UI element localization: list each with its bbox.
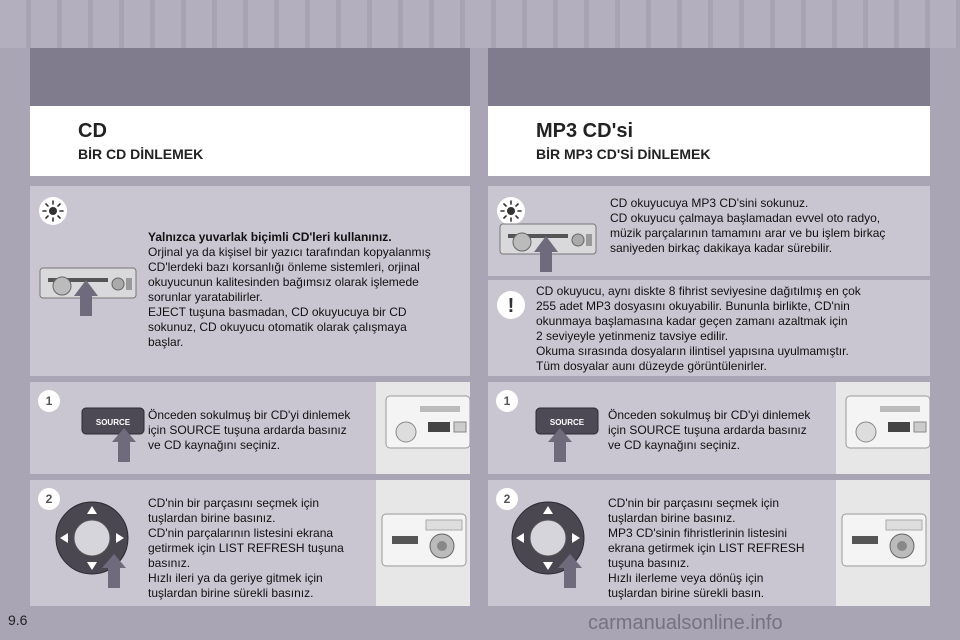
step-line: basınız. <box>148 556 191 570</box>
source-button-label: SOURCE <box>95 418 131 427</box>
right-warning-panel <box>488 280 930 376</box>
right-step1-text <box>608 408 840 453</box>
right-warning-text <box>536 284 926 374</box>
step-line: tuşlardan birine sürekli basınız. <box>148 586 314 600</box>
step-line: MP3 CD'sinin fihristlerinin listesini <box>608 526 788 540</box>
step-line: tuşlardan birine basınız. <box>148 511 276 525</box>
step-line: ekrana getirmek için LIST REFRESH <box>608 541 805 555</box>
warning-line: CD okuyucu, aynı diskte 8 fihrist seviyesine dağıtılmış en çok <box>536 284 861 298</box>
step-line: tuşlardan birine sürekli basın. <box>608 586 765 600</box>
watermark: carmanualsonline.info <box>588 612 783 634</box>
right-info-panel <box>488 186 930 276</box>
left-info-text <box>148 230 464 350</box>
step-line: Hızlı ileri ya da geriye gitmek için <box>148 571 323 585</box>
warning-line: 255 adet MP3 dosyasını okuyabilir. Bununla birlikte, CD'nin <box>536 299 850 313</box>
source-button-label: SOURCE <box>549 418 585 427</box>
info-line: CD okuyucu çalmaya başlamadan evvel oto radyo, <box>610 211 881 225</box>
left-step1-text <box>148 408 382 453</box>
warning-icon <box>496 290 526 325</box>
right-info-text <box>610 196 924 256</box>
step-line: için SOURCE tuşuna ardarda basınız <box>608 423 807 437</box>
right-step2-text <box>608 496 848 601</box>
cd-player-illustration <box>38 264 138 321</box>
info-line: CD'lerdeki bazı korsanlığı önleme sistemleri, orjinal <box>148 260 420 274</box>
left-header-band <box>30 48 470 106</box>
step-line: Hızlı ilerleme veya dönüş için <box>608 571 764 585</box>
left-step1-panel <box>30 382 470 474</box>
right-section-header <box>488 106 930 176</box>
radio-panel-illustration <box>376 480 470 606</box>
info-line: sorunlar yaratabilirler. <box>148 290 263 304</box>
info-line: saniyeden birkaç dakikaya kadar sürebilir. <box>610 241 833 255</box>
left-step2-text <box>148 496 388 601</box>
sun-icon <box>38 196 68 231</box>
step-line: CD'nin parçalarının listesini ekrana <box>148 526 334 540</box>
top-stripes <box>0 0 960 48</box>
navigation-pad-illustration <box>510 494 590 595</box>
warning-line: okunmaya başlamasına kadar geçen zamanı azaltmak için <box>536 314 848 328</box>
info-line: sokunuz, CD okuyucu otomatik olarak çalışmaya <box>148 320 407 334</box>
left-info-panel <box>30 186 470 376</box>
radio-panel-illustration <box>836 480 930 606</box>
left-step2-panel <box>30 480 470 606</box>
left-section-title: CD <box>78 120 107 142</box>
radio-unit-illustration <box>836 382 930 474</box>
info-line: müzik parçalarının tamamını arar ve bu işlem birkaç <box>610 226 886 240</box>
step-line: Önceden sokulmuş bir CD'yi dinlemek <box>148 408 351 422</box>
step-line: tuşlardan birine basınız. <box>608 511 736 525</box>
step-line: tuşuna basınız. <box>608 556 690 570</box>
right-section-subtitle: BİR MP3 CD'Sİ DİNLEMEK <box>536 146 711 162</box>
info-line: CD okuyucuya MP3 CD'sini sokunuz. <box>610 196 809 210</box>
left-section-header <box>30 106 470 176</box>
cd-player-illustration <box>498 220 598 277</box>
left-section-subtitle: BİR CD DİNLEMEK <box>78 146 204 162</box>
right-step1-panel <box>488 382 930 474</box>
info-line: EJECT tuşuna basmadan, CD okuyucuya bir CD <box>148 305 407 319</box>
step-line: ve CD kaynağını seçiniz. <box>148 438 281 452</box>
source-button-illustration <box>534 404 604 469</box>
warning-line: Tüm dosyalar aunı düzeyde görüntülenirler. <box>536 359 767 373</box>
warning-symbol: ! <box>507 295 515 317</box>
info-heading: Yalnızca yuvarlak biçimli CD'leri kullanınız. <box>148 230 392 244</box>
right-section-title: MP3 CD'si <box>536 120 634 142</box>
warning-line: Okuma sırasında dosyaların ilintisel yapısına uyulmamıştır. <box>536 344 849 358</box>
info-line: okuyucunun kalitesinden bağımsız olarak işlemede <box>148 275 419 289</box>
step-line: CD'nin bir parçasını seçmek için <box>608 496 780 510</box>
step-line: CD'nin bir parçasını seçmek için <box>148 496 320 510</box>
source-button-illustration <box>80 404 150 469</box>
step-number-badge: 2 <box>38 488 60 510</box>
page-number: 9.6 <box>8 612 28 628</box>
right-header-band <box>488 48 930 106</box>
step-number-badge: 1 <box>496 390 518 412</box>
warning-line: 2 seviyeyle yetinmeniz tavsiye edilir. <box>536 329 729 343</box>
right-step2-panel <box>488 480 930 606</box>
step-number-badge: 2 <box>496 488 518 510</box>
navigation-pad-illustration <box>54 494 134 595</box>
step-line: getirmek için LIST REFRESH tuşuna <box>148 541 344 555</box>
info-line: Orjinal ya da kişisel bir yazıcı tarafından kopyalanmış <box>148 245 431 259</box>
step-number-badge: 1 <box>38 390 60 412</box>
info-line: başlar. <box>148 335 184 349</box>
step-line: Önceden sokulmuş bir CD'yi dinlemek <box>608 408 811 422</box>
step-line: için SOURCE tuşuna ardarda basınız <box>148 423 347 437</box>
step-line: ve CD kaynağını seçiniz. <box>608 438 741 452</box>
radio-unit-illustration <box>376 382 470 474</box>
